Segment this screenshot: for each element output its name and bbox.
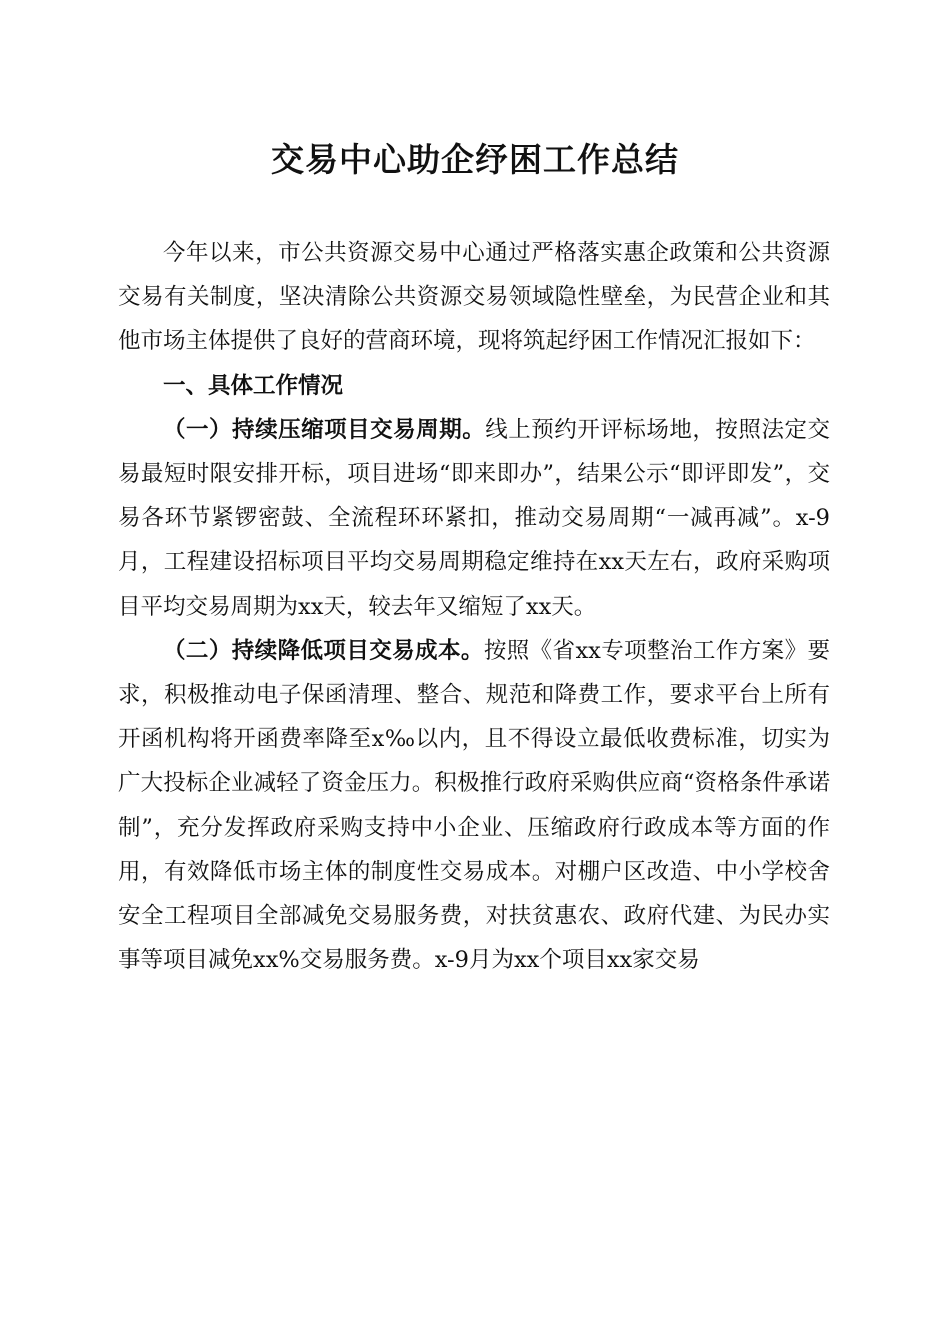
item-body-2: 按照《省xx专项整治工作方案》要求，积极推动电子保函清理、整合、规范和降费工作，要求平台上所有开函机构将开函费率降至x‰以内，且不得设立最低收费标准，切实为广大投标企业减轻了资金压力。积极推行政府采购供应商“资格条件承诺制”，充分发挥政府采购支持中小企业、压缩政府行政成本等方面的作用，有效降低市场主体的制度性交易成本。对棚户区改造、中小学校舍安全工程项目全部减免交易服务费，对扶贫惠农、政府代建、为民办实事等项目减免xx%交易服务费。x-9月为xx个项目xx家交易 [118, 637, 830, 974]
item-paragraph-1 [118, 408, 830, 629]
document-title: 交易中心助企纾困工作总结 [271, 140, 679, 179]
item-body-1: 线上预约开评标场地，按照法定交易最短时限安排开标，项目进场“即来即办”，结果公示“即评即发”，交易各环节紧锣密鼓、全流程环环紧扣，推动交易周期“一减再减”。x-9月，工程建设招标项目平均交易周期稳定维持在xx天左右，政府采购项目平均交易周期为xx天，较去年又缩短了xx天。 [118, 416, 830, 620]
section-heading-1: 一、具体工作情况 [163, 372, 344, 399]
item-lead-2: （二）持续降低项目交易成本。 [163, 637, 484, 664]
item-lead-1: （一）持续压缩项目交易周期。 [163, 416, 486, 443]
intro-paragraph: 今年以来，市公共资源交易中心通过严格落实惠企政策和公共资源交易有关制度，坚决清除公共资源交易领域隐性壁垒，为民营企业和其他市场主体提供了良好的营商环境，现将筑起纾困工作情况汇报如下： [118, 240, 830, 355]
item-paragraph-2 [118, 629, 830, 983]
document-body [118, 231, 830, 982]
